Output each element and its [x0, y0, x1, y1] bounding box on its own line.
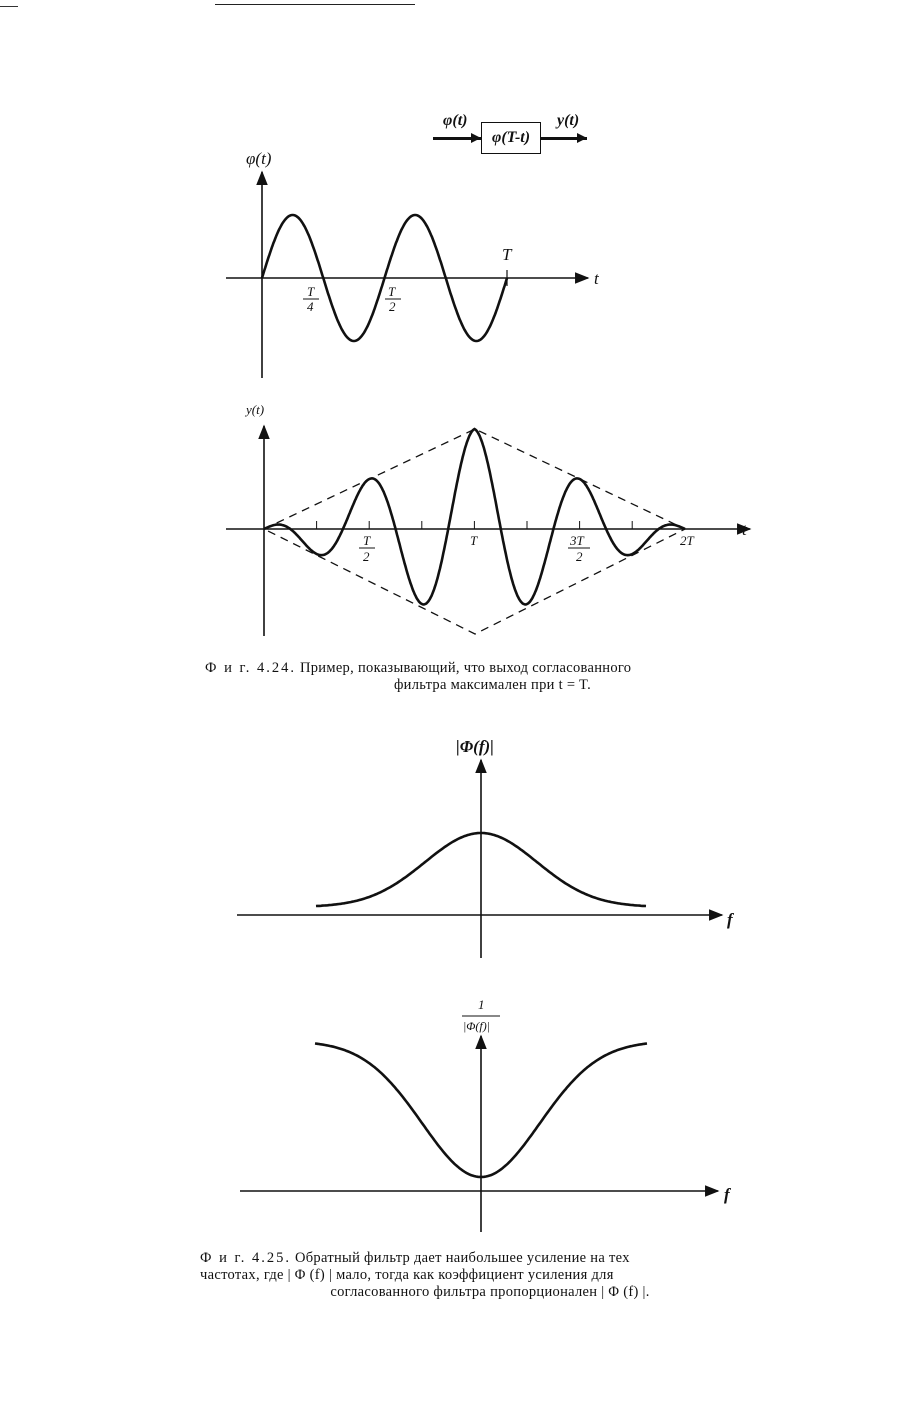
- y-envelope: [264, 429, 685, 634]
- filter-label: φ(T-t): [491, 129, 531, 146]
- y-tick-2T-label: 2T: [680, 533, 694, 548]
- y-plot: [226, 402, 750, 636]
- inverse-plot: [240, 997, 732, 1232]
- y-tick-T-label: T: [470, 533, 478, 548]
- y-tick-T2-num: T: [363, 533, 371, 548]
- y-tick-3T2-den: 2: [576, 549, 583, 564]
- y-ylabel: y(t): [246, 402, 265, 417]
- caption-text: фильтра максимален при t = T.: [393, 677, 592, 693]
- caption-label: Ф и г. 4.25.: [200, 1250, 292, 1266]
- phi-tick-T4-den: 4: [307, 299, 314, 314]
- y-xlabel: t: [742, 520, 747, 539]
- caption-text: Обратный фильтр дает наибольшее усиление на тех: [294, 1250, 630, 1266]
- y-tick-3T2-num: 3T: [570, 533, 584, 548]
- figure-4-25-caption: [200, 1250, 780, 1301]
- phi-tick-T2-den: 2: [389, 299, 396, 314]
- phi-tick-T-label: T: [502, 245, 512, 264]
- y-curve: [264, 429, 685, 604]
- inverse-ylabel-den: |Φ(f)|: [463, 1019, 491, 1033]
- phi-plot: [226, 149, 600, 378]
- inverse-xlabel: f: [724, 1185, 730, 1204]
- caption-text: Пример, показывающий, что выход согласованного: [299, 660, 632, 676]
- block-output-label: y(t): [557, 112, 580, 129]
- y-tick-T2-den: 2: [363, 549, 370, 564]
- caption-label: Ф и г. 4.24.: [205, 660, 297, 676]
- spectrum-ylabel: |Φ(f)|: [456, 737, 494, 756]
- spectrum-xlabel: f: [727, 910, 733, 929]
- block-input-label: φ(t): [443, 112, 468, 129]
- figure-4-24-caption: [205, 660, 780, 694]
- phi-xlabel: t: [594, 269, 599, 288]
- caption-text: частотах, где | Φ (f) | мало, тогда как коэффициент усиления для: [200, 1267, 614, 1283]
- inverse-ylabel-num: 1: [478, 997, 485, 1012]
- phi-tick-T4-num: T: [307, 284, 315, 299]
- phi-ylabel: φ(t): [246, 149, 272, 168]
- spectrum-plot: [237, 737, 735, 958]
- phi-tick-T2-num: T: [388, 284, 396, 299]
- caption-text: согласованного фильтра пропорционален | Φ (f) |.: [330, 1284, 650, 1300]
- y-ticks: [317, 521, 633, 529]
